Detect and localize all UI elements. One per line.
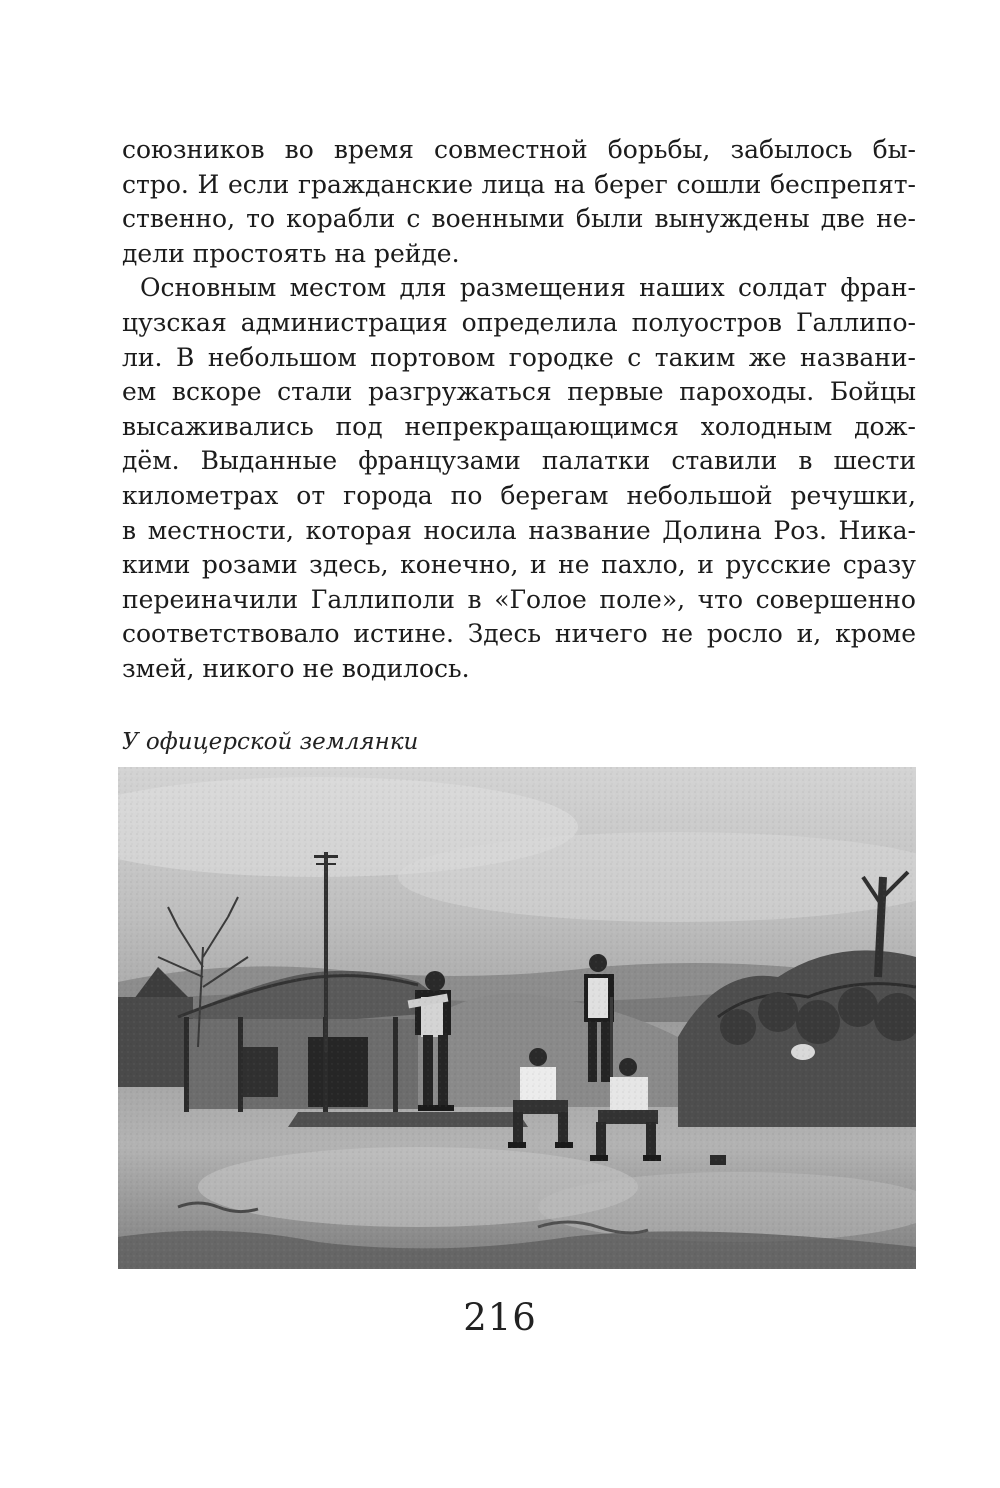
historical-photo [118, 767, 916, 1269]
text-line: Основным местом для размещения наших солдат фран- [140, 273, 916, 303]
photo-caption: У офицерской землянки [122, 729, 419, 755]
text-line: высаживались под непрекращающимся холодным дож- [122, 411, 916, 441]
text-line: дём. Выданные французами палатки ставили в шести [122, 446, 916, 476]
body-text [122, 133, 916, 687]
text-line: переиначили Галлиполи в «Голое поле», что совершенно [122, 584, 916, 614]
text-line: ственно, то корабли с военными были вынуждены две не- [122, 204, 916, 234]
text-line: ем вскоре стали разгружаться первые пароходы. Бойцы [122, 377, 916, 407]
paragraph-1 [122, 133, 916, 271]
text-line: дели простоять на рейде. [122, 238, 460, 268]
text-line: цузская администрация определила полуостров Галлипо- [122, 307, 916, 337]
text-line: километрах от города по берегам небольшой речушки, [122, 480, 916, 510]
paragraph-2 [122, 271, 916, 686]
text-line: соответствовало истине. Здесь ничего не росло и, кроме [122, 619, 916, 649]
page-number: 216 [463, 1296, 537, 1339]
text-line: союзников во время совместной борьбы, забылось бы- [122, 135, 916, 164]
photo-illustration [118, 767, 916, 1269]
text-line: змей, никого не водилось. [122, 653, 470, 683]
text-line: ли. В небольшом портовом городке с таким же названи- [122, 342, 916, 372]
text-line: кими розами здесь, конечно, и не пахло, и русские сразу [122, 550, 916, 580]
text-line: в местности, которая носила название Долина Роз. Ника- [122, 515, 916, 545]
text-line: стро. И если гражданские лица на берег сошли беспрепят- [122, 169, 916, 199]
